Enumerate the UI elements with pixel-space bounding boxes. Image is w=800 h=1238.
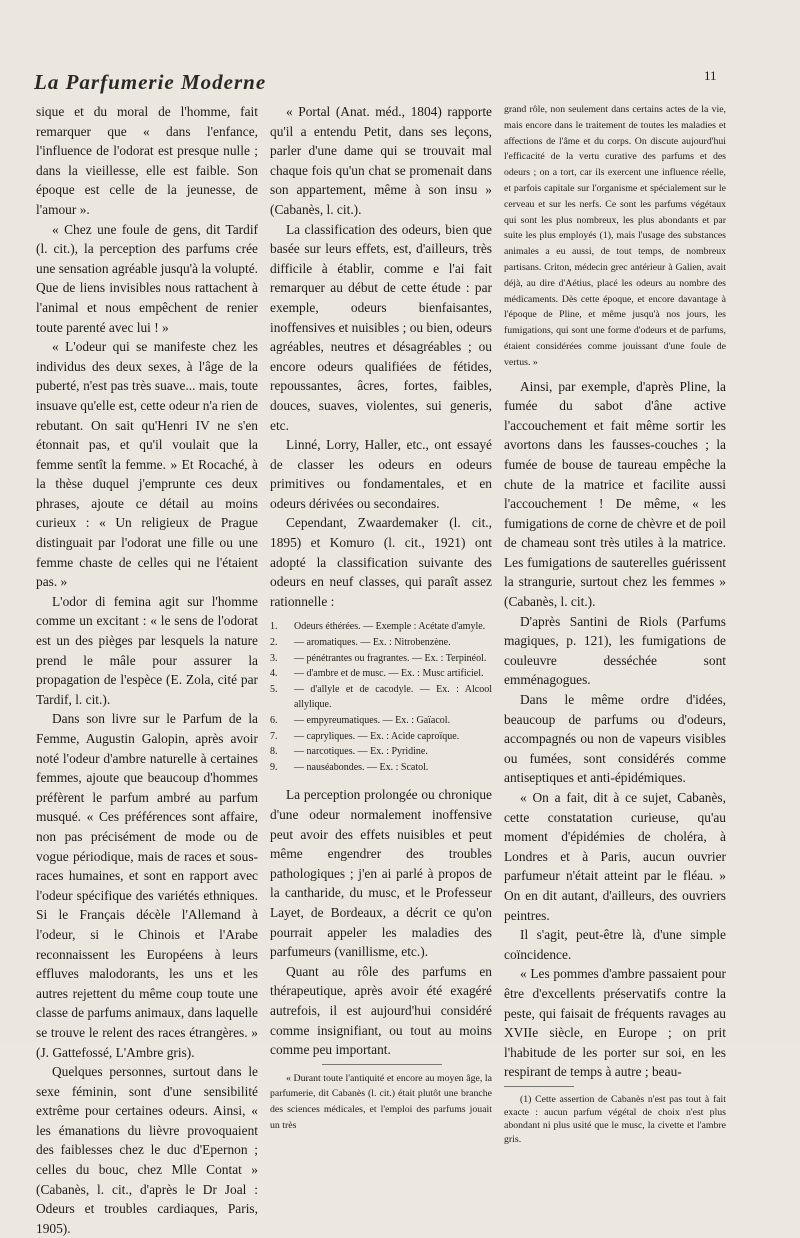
- paragraph: Quant au rôle des parfums en thérapeutique, après avoir été exagéré autrefois, il est aujourd'hui considéré comme insignifiant, ou tout au moins comme peu important.: [270, 963, 492, 1058]
- list-item: [270, 666, 492, 682]
- list-item: [270, 651, 492, 667]
- list-number: 7.: [270, 730, 278, 742]
- list-number: 4.: [270, 668, 278, 680]
- paragraph: La perception prolongée ou chronique d'une odeur normalement inoffensive peut avoir des effets nuisibles et peut même engendrer des troubles pathologiques ; j'en ai parlé à propos de la cantharide, du musc, et le Professeur Layet, de Bordeaux, a décrit ce qu'on pourrait appeler les maladies des parfumeurs (vanillisme, etc.).: [270, 787, 492, 960]
- list-text: — d'allyle et de cacodyle. — Ex. : Alcool allylique.: [294, 683, 492, 711]
- list-item: [270, 729, 492, 745]
- list-text: — capryliques. — Ex. : Acide caproïque.: [294, 730, 460, 742]
- footnote: (1) Cette assertion de Cabanès n'est pas tout à fait exacte : aucun parfum végétal de choix n'est plus abondant ni plus usité que le musc, la civette et l'ambre gris.: [504, 1093, 726, 1145]
- paragraph: Linné, Lorry, Haller, etc., ont essayé de classer les odeurs en odeurs primitives ou fondamentales, et en odeurs dérivées ou secondaires.: [270, 437, 492, 511]
- list-text: — d'ambre et de musc. — Ex. : Musc artificiel.: [294, 668, 484, 680]
- paragraph: Dans le même ordre d'idées, beaucoup de parfums ou d'odeurs, accompagnés ou non de vapeurs visibles ou fumées, sont considérés comme antiseptiques et anti-épidémiques.: [504, 692, 726, 786]
- paragraph: « Portal (Anat. méd., 1804) rapporte qu'il a entendu Petit, dans ses leçons, parler d'une dame qui se trouvait mal chaque fois qu'un chat se promenait dans son appartement, même à son insu » (Cabanès, l. cit.).: [270, 104, 492, 217]
- list-text: — aromatiques. — Ex. : Nitrobenzène.: [294, 637, 451, 649]
- paragraph: Il s'agit, peut-être là, d'une simple coïncidence.: [504, 927, 726, 962]
- journal-title: La Parfumerie Moderne: [34, 70, 267, 94]
- paragraph: « Les pommes d'ambre passaient pour être d'excellents préservatifs contre la peste, qui faisait de fréquents ravages au XVIIe siècle, en Europe ; on prit l'habitude de les porter sur soi, en les respirant de temps à autre ; beau-: [504, 966, 726, 1080]
- list-number: 3.: [270, 652, 278, 664]
- page-number: 11: [704, 68, 717, 83]
- footnote-rule: [504, 1086, 574, 1087]
- quoted-paragraph: grand rôle, non seulement dans certains actes de la vie, mais encore dans le traitement de toutes les maladies et affections de l'âme et du corps. On discute aujourd'hui l'efficacité de la vertu curative des parfums et des odeurs ; on a tort, car ils exercent une influence réelle, et parfois capitale sur l'organisme et spécialement sur le cerveau et sur les nerfs. Ce sont les parfums végétaux qui sont les plus nombreux, les plus abondants et par suite les plus employés (1), mais l'usage des substances animales a eu aussi, de tout temps, de nombreux partisans. Criton, médecin grec antérieur à Galien, avait déjà, au dire d'Aétius, placé les odeurs au nombre des médicaments. Dès cette époque, et encore davantage à l'époque de Pline, et même jusqu'à nos jours, les fumigations, qui sont une forme d'odeurs et de parfums, étaient considérées comme jouissant d'une foule de vertus. »: [504, 104, 726, 368]
- paragraph: La classification des odeurs, bien que basée sur leurs effets, est, d'ailleurs, très difficile à établir, comme e l'ai fait remarquer au début de cette étude : par exemple, odeurs bienfaisantes, inoffensives et nuisibles ; ou bien, odeurs agréables, neutres et désagréables ; ou encore odeurs qualifiées de fétides, repoussantes, âcres, fortes, faibles, douces, suaves, violentes, sui generis, etc.: [270, 221, 492, 433]
- paragraph: Cependant, Zwaardemaker (l. cit., 1895) et Komuro (l. cit., 1921) ont adopté la classification suivante des odeurs en neuf classes, qui paraît assez rationnelle :: [270, 515, 492, 609]
- list-item: [270, 619, 492, 635]
- list-number: 1.: [270, 621, 278, 633]
- paragraph: « L'odeur qui se manifeste chez les individus des deux sexes, à l'âge de la puberté, n'est pas très suave... mais, toute insuave qu'elle est, cette odeur n'a rien de rebutant. On sait qu'Henri IV ne s'en étonnait pas, et qu'il voulait que la femme sentît la femme. » Et Rocaché, à la thèse duquel j'emprunte ces deux phrases, ajoute ce détail au moins curieux : « Un religieux de Prague distinguait par l'odorat une fille ou une femme chaste de celles qui ne l'étaient pas. »: [36, 339, 258, 590]
- paragraph: L'odor di femina agit sur l'homme comme un excitant : « le sens de l'odorat est un des pièges par lesquels la nature prend le mâle pour assurer la propagation de l'espèce (E. Zola, cité par Tardif, l. cit.).: [36, 593, 258, 707]
- list-number: 6.: [270, 715, 278, 726]
- quoted-paragraph: « Durant toute l'antiquité et encore au moyen âge, la parfumerie, dit Cabanès (l. cit.) était plutôt une branche des sciences médicales, et l'emploi des parfums jouait un très: [270, 1072, 492, 1132]
- list-number: 2.: [270, 637, 278, 649]
- paragraph: sique et du moral de l'homme, fait remarquer que « dans l'enfance, l'influence de l'odorat est presque nulle ; dans la vieillesse, elle est faible. Son époque est celle de la jeunesse, de l'amour ».: [36, 104, 258, 217]
- paragraph: « Chez une foule de gens, dit Tardif (l. cit.), la perception des parfums crée une sensation agréable jusqu'à la volupté. Que de liens invisibles nous rattachent à l'animal et nous empêchent de renier toute parenté avec lui ! »: [36, 221, 258, 335]
- paragraph: Dans son livre sur le Parfum de la Femme, Augustin Galopin, après avoir noté l'odeur d'ambre naturelle à certaines femmes, ajoute que beaucoup d'hommes préfèrent le parfum ambré au parfum musqué. « Ces préférences sont affaire, non pas précisément de mode ou de vogue périodique, mais de races et sous-races humaines, et sont en rapport avec l'odeur spécifique des variétés ethniques. Si le Français décèle l'Allemand à l'odeur, si le Chinois et l'Arabe reconnaissent les Européens à leurs effluves malodorants, les uns et les autres rejettent du même coup toute une classe de parfums animaux, dans laquelle se trouve le relent des races étrangères. » (J. Gattefossé, L'Ambre gris).: [36, 711, 258, 1060]
- separator-rule: [322, 1064, 442, 1065]
- list-number: 8.: [270, 746, 278, 758]
- list-text: — empyreumatiques. — Ex. : Gaïacol.: [294, 715, 451, 726]
- odor-classification-list: [270, 619, 492, 775]
- column-middle: [270, 102, 492, 1134]
- list-number: 9.: [270, 761, 278, 773]
- list-text: — narcotiques. — Ex. : Pyridine.: [294, 746, 428, 758]
- list-item: [270, 635, 492, 651]
- paragraph: « On a fait, dit à ce sujet, Cabanès, cette constatation curieuse, qu'au moment d'épidémies de choléra, à Londres et à Paris, aucun ouvrier parfumeur n'était atteint par le fléau. » On en dit autant, d'ailleurs, des ouvriers peintres.: [504, 790, 726, 923]
- column-left: [36, 102, 258, 1238]
- list-number: 5.: [270, 683, 278, 695]
- list-text: Odeurs éthérées. — Exemple : Acétate d'amyle.: [294, 621, 486, 633]
- list-item: [270, 682, 492, 713]
- paragraph: D'après Santini de Riols (Parfums magiques, p. 121), les fumigations de couleuvre desséchée sont emménagogues.: [504, 613, 726, 688]
- list-text: — pénétrantes ou fragrantes. — Ex. : Terpinéol.: [294, 652, 487, 664]
- list-item: [270, 713, 492, 729]
- paragraph: Ainsi, par exemple, d'après Pline, la fumée du sabot d'âne active l'accouchement et fait même sortir les avortons dans les fausses-couches ; la fumée de bouse de taureau empêche la chute de la matrice et facilite aussi l'accouchement ! De même, « les fumigations de corne de chèvre et de poil de chameau sont très utiles à la matrice. Les fumigations de sauterelles guérissent la strangurie, surtout chez les femmes » (Cabanès, l. cit.).: [504, 378, 726, 610]
- paragraph: Quelques personnes, surtout dans le sexe féminin, sont d'une sensibilité extrême pour certaines odeurs. Ainsi, « les émanations du lièvre provoquaient des faiblesses chez le duc d'Epernon ; celles du bouc, chez Mlle Contat » (Cabanès, l. cit., d'après le Dr Joal : Odeurs et troubles cardiaques, Paris, 1905).: [36, 1064, 258, 1236]
- list-text: — nauséabondes. — Ex. : Scatol.: [294, 761, 429, 773]
- column-right: [504, 102, 726, 1146]
- list-item: [270, 760, 492, 776]
- list-item: [270, 744, 492, 760]
